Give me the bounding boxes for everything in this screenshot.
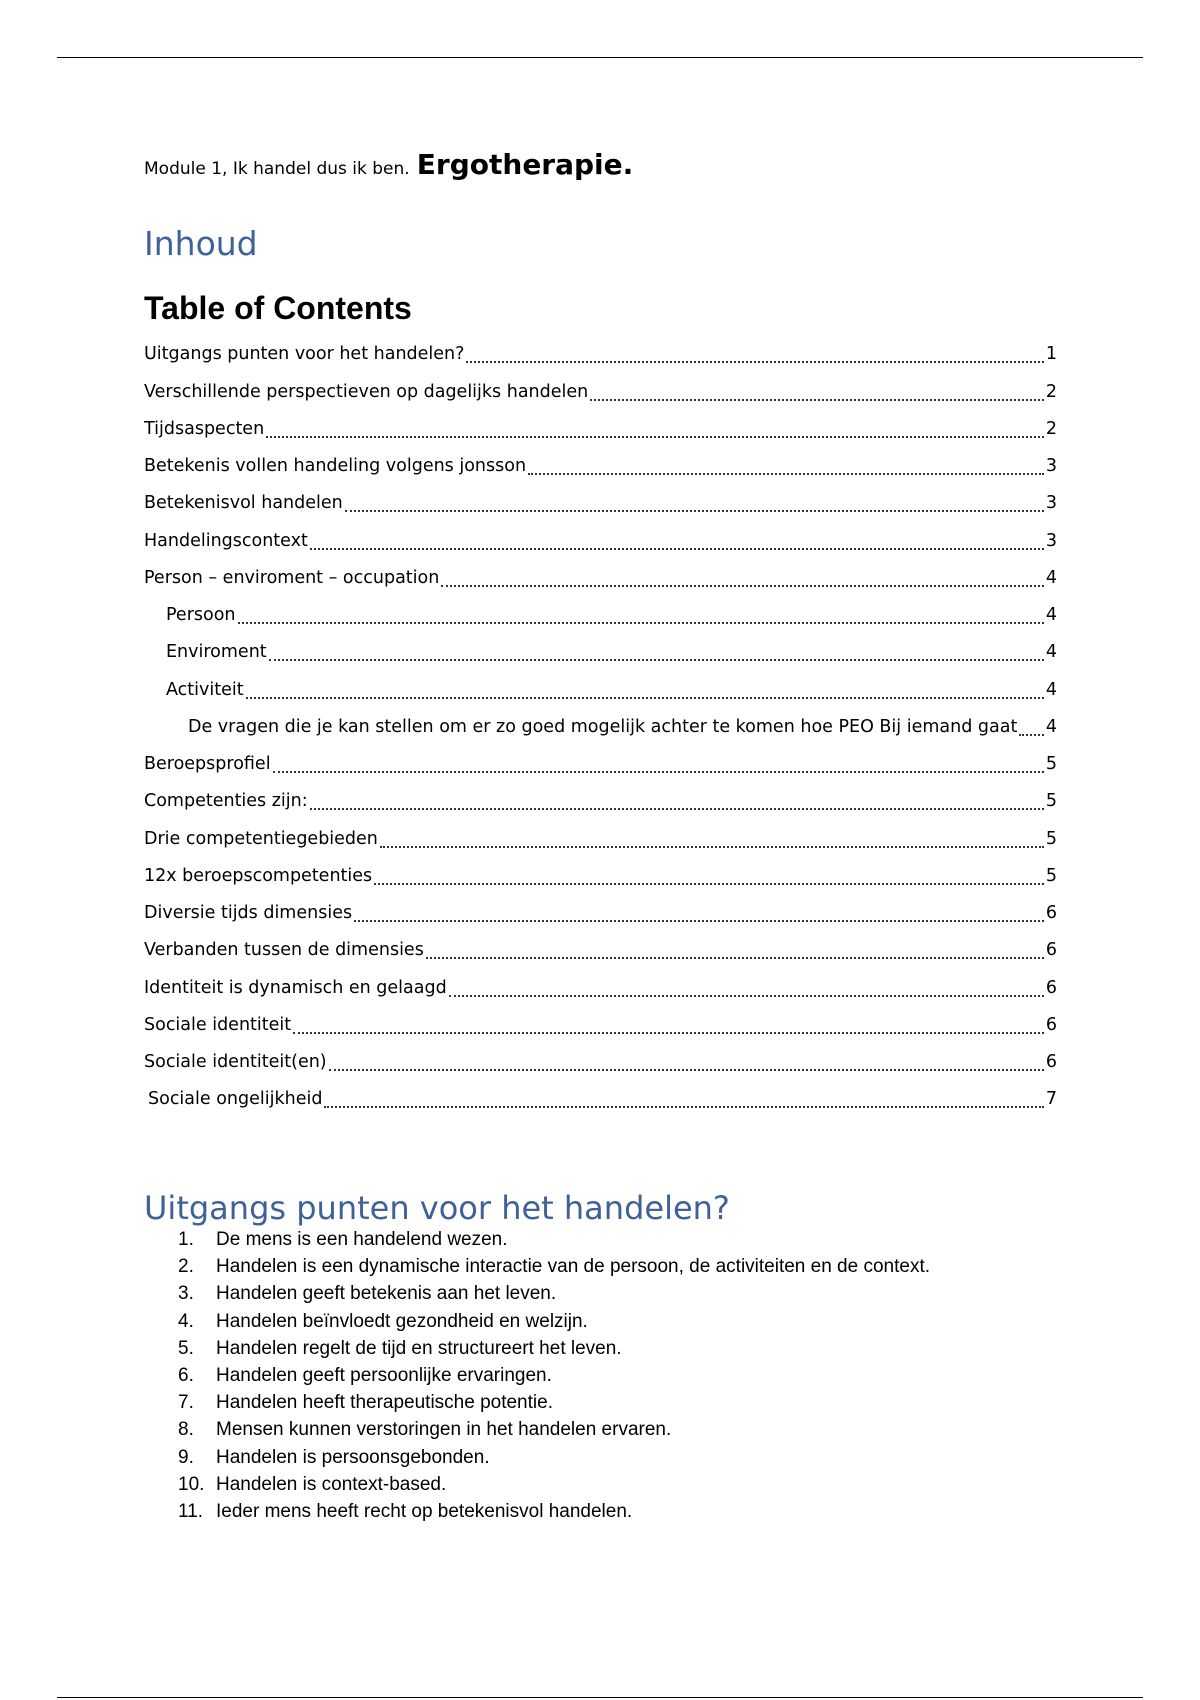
- toc-entry-title: Verbanden tussen de dimensies: [144, 940, 424, 961]
- toc-leader-dots: [354, 919, 1044, 922]
- toc-leader-dots: [310, 807, 1044, 810]
- list-item-text: Handelen geeft betekenis aan het leven.: [216, 1283, 557, 1305]
- toc-entry[interactable]: [144, 709, 1057, 746]
- list-item: [178, 1253, 930, 1280]
- list-item: [178, 1444, 930, 1471]
- toc-leader-dots: [380, 845, 1044, 848]
- toc-entry[interactable]: [144, 448, 1057, 485]
- list-item-number: 7.: [178, 1392, 194, 1414]
- toc-title: Table of Contents: [144, 290, 412, 326]
- top-rule: [57, 57, 1143, 58]
- list-item: [178, 1308, 930, 1335]
- list-item: [178, 1226, 930, 1253]
- list-item: [178, 1498, 930, 1525]
- toc-entry-title: Identiteit is dynamisch en gelaagd: [144, 977, 447, 998]
- document-brand-title: Ergotherapie.: [416, 148, 634, 181]
- list-item: [178, 1416, 930, 1443]
- toc-leader-dots: [590, 398, 1044, 401]
- table-of-contents: [144, 336, 1057, 1118]
- document-header: [144, 148, 633, 181]
- toc-leader-dots: [324, 1105, 1043, 1108]
- toc-entry-title: Diversie tijds dimensies: [144, 903, 353, 923]
- list-item: [178, 1362, 930, 1389]
- toc-entry[interactable]: [144, 485, 1057, 522]
- list-item-text: De mens is een handelend wezen.: [216, 1229, 508, 1250]
- toc-entry[interactable]: [144, 783, 1057, 820]
- toc-leader-dots: [273, 770, 1044, 773]
- toc-entry-title: Competenties zijn:: [144, 791, 308, 812]
- toc-entry-title: Person – enviroment – occupation: [144, 567, 440, 588]
- list-item-text: Mensen kunnen verstoringen in het handelen ervaren.: [216, 1419, 672, 1441]
- toc-leader-dots: [449, 994, 1044, 997]
- toc-entry-title: Sociale identiteit(en): [144, 1052, 327, 1072]
- toc-entry[interactable]: [144, 522, 1057, 559]
- toc-leader-dots: [426, 956, 1044, 959]
- toc-entry-title: Beroepsprofiel: [144, 754, 271, 774]
- toc-entry-page: 2: [1045, 381, 1057, 402]
- inhoud-heading: Inhoud: [144, 224, 258, 263]
- list-item-number: 10.: [178, 1473, 205, 1495]
- toc-leader-dots: [528, 472, 1044, 475]
- toc-entry-title: Handelingscontext: [144, 530, 308, 551]
- toc-entry-page: 5: [1045, 754, 1057, 774]
- toc-entry-title: Uitgangs punten voor het handelen?: [144, 344, 465, 365]
- toc-entry-page: 6: [1045, 903, 1057, 923]
- toc-entry[interactable]: [144, 373, 1057, 410]
- toc-entry-title: Betekenis vollen handeling volgens jonsson: [144, 456, 527, 476]
- toc-entry-page: 7: [1045, 1089, 1057, 1110]
- toc-entry[interactable]: [144, 746, 1057, 783]
- list-item: [178, 1389, 930, 1416]
- list-item-text: Handelen regelt de tijd en structureert het leven.: [216, 1337, 622, 1359]
- toc-entry-title: 12x beroepscompetenties: [144, 865, 373, 886]
- module-subtitle: Module 1, Ik handel dus ik ben.: [144, 159, 410, 179]
- toc-entry-page: 3: [1045, 456, 1057, 476]
- list-item-number: 5.: [178, 1337, 194, 1359]
- toc-leader-dots: [238, 621, 1044, 624]
- toc-leader-dots: [329, 1068, 1044, 1071]
- bottom-rule: [57, 1697, 1143, 1698]
- toc-entry-title: Drie competentiegebieden: [144, 828, 378, 849]
- toc-entry-page: 4: [1045, 642, 1057, 663]
- toc-leader-dots: [310, 547, 1044, 550]
- toc-entry[interactable]: [144, 671, 1057, 708]
- list-item: [178, 1280, 930, 1307]
- toc-entry[interactable]: [144, 1007, 1057, 1044]
- list-item-number: 3.: [178, 1283, 194, 1305]
- toc-entry-page: 6: [1045, 940, 1057, 961]
- toc-entry[interactable]: [144, 597, 1057, 634]
- toc-entry-title: Activiteit: [166, 679, 244, 700]
- toc-entry-page: 2: [1045, 418, 1057, 439]
- toc-entry-page: 5: [1045, 865, 1057, 886]
- toc-entry[interactable]: [144, 411, 1057, 448]
- list-item-number: 6.: [178, 1364, 194, 1386]
- toc-leader-dots: [441, 584, 1044, 587]
- toc-entry-title: Tijdsaspecten: [144, 418, 265, 439]
- list-item-text: Handelen is een dynamische interactie van de persoon, de activiteiten en de context.: [216, 1256, 931, 1278]
- principles-list: [178, 1226, 930, 1525]
- toc-leader-dots: [293, 1031, 1044, 1034]
- toc-entry-page: 4: [1045, 716, 1057, 737]
- toc-entry[interactable]: [144, 932, 1057, 969]
- list-item-text: Handelen is context-based.: [216, 1473, 447, 1495]
- list-item-number: 9.: [178, 1446, 194, 1468]
- toc-entry-page: 6: [1045, 977, 1057, 998]
- list-item-number: 4.: [178, 1310, 194, 1332]
- list-item-text: Handelen beïnvloedt gezondheid en welzijn.: [216, 1310, 588, 1332]
- toc-leader-dots: [345, 509, 1044, 512]
- toc-entry[interactable]: [144, 820, 1057, 857]
- toc-entry[interactable]: [144, 560, 1057, 597]
- toc-entry[interactable]: [144, 1081, 1057, 1118]
- toc-entry[interactable]: [144, 1044, 1057, 1081]
- toc-entry[interactable]: [144, 895, 1057, 932]
- toc-entry-title: Sociale identiteit: [144, 1014, 292, 1035]
- toc-leader-dots: [374, 882, 1044, 885]
- toc-entry-page: 4: [1045, 679, 1057, 700]
- list-item-text: Ieder mens heeft recht op betekenisvol handelen.: [216, 1500, 633, 1522]
- toc-entry-title: Persoon: [166, 605, 236, 625]
- list-item-text: Handelen is persoonsgebonden.: [216, 1446, 490, 1468]
- list-item: [178, 1471, 930, 1498]
- toc-leader-dots: [246, 696, 1044, 699]
- list-item-number: 2.: [178, 1256, 194, 1278]
- toc-entry-title: Sociale ongelijkheid: [148, 1089, 323, 1110]
- toc-entry-page: 5: [1045, 828, 1057, 849]
- toc-entry-title: Verschillende perspectieven op dagelijks handelen: [144, 381, 589, 402]
- list-item-number: 1.: [178, 1229, 194, 1250]
- list-item-text: Handelen heeft therapeutische potentie.: [216, 1392, 553, 1414]
- list-item-text: Handelen geeft persoonlijke ervaringen.: [216, 1364, 552, 1386]
- toc-leader-dots: [1019, 733, 1044, 736]
- toc-entry-page: 3: [1045, 493, 1057, 514]
- toc-entry-page: 6: [1045, 1014, 1057, 1035]
- toc-entry-title: Betekenisvol handelen: [144, 493, 343, 514]
- toc-entry-title: Enviroment: [166, 642, 267, 663]
- toc-leader-dots: [269, 658, 1044, 661]
- list-item-number: 8.: [178, 1419, 194, 1441]
- toc-entry-page: 4: [1045, 567, 1057, 588]
- list-item: [178, 1335, 930, 1362]
- toc-entry-page: 6: [1045, 1052, 1057, 1072]
- toc-entry[interactable]: [144, 634, 1057, 671]
- list-item-number: 11.: [178, 1500, 204, 1522]
- toc-entry-title: De vragen die je kan stellen om er zo goed mogelijk achter te komen hoe PEO Bij iemand gaat: [188, 716, 1018, 737]
- toc-entry[interactable]: [144, 336, 1057, 373]
- toc-entry[interactable]: [144, 858, 1057, 895]
- toc-leader-dots: [466, 360, 1043, 363]
- toc-entry-page: 5: [1045, 791, 1057, 812]
- toc-entry-page: 1: [1045, 344, 1057, 365]
- toc-leader-dots: [266, 435, 1044, 438]
- toc-entry[interactable]: [144, 969, 1057, 1006]
- toc-entry-page: 3: [1045, 530, 1057, 551]
- toc-entry-page: 4: [1045, 605, 1057, 625]
- section-heading: Uitgangs punten voor het handelen?: [144, 1189, 730, 1227]
